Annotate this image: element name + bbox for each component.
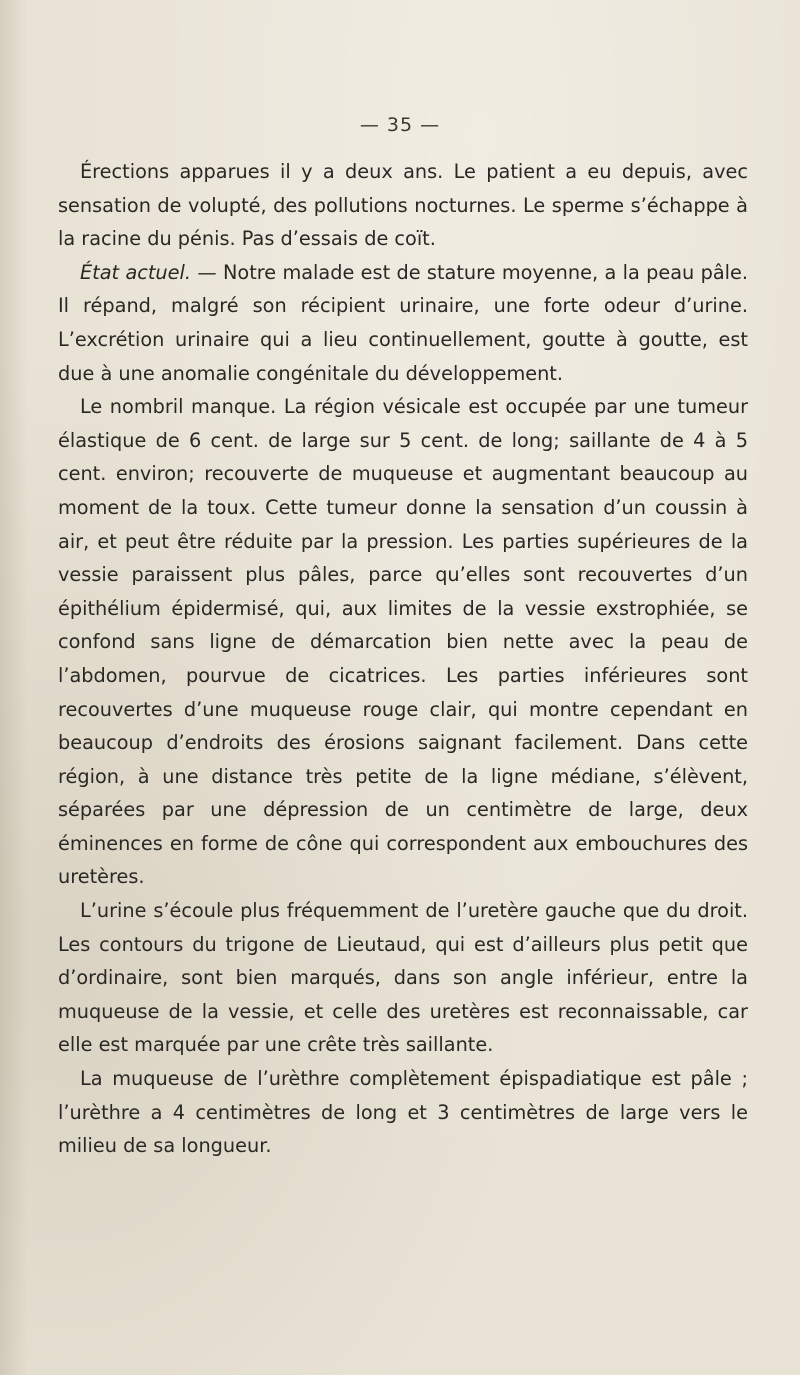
paragraph-4 [58,894,748,1062]
paragraph-2 [58,256,748,390]
paragraph-1 [58,155,748,256]
paragraph-5-text: La muqueuse de l’urèthre complètement épispadiatique est pâle ; l’urèthre a 4 centimètres de long et 3 centimètres de large vers le milieu de sa longueur. [58,1067,748,1158]
page-number: — 35 — [359,114,441,136]
paragraph-4-text: L’urine s’écoule plus fréquemment de l’uretère gauche que du droit. Les contours du trigone de Lieutaud, qui est d’ailleurs plus petit que d’ordinaire, sont bien marqués, dans son angle inférieur, entre la muqueuse de la vessie, et celle des uretères est reconnaissable, car elle est marquée par une crête très saillante. [58,899,748,1057]
paragraph-5 [58,1062,748,1163]
body-text [58,155,748,1163]
paragraph-1-text: Érections apparues il y a deux ans. Le patient a eu depuis, avec sensation de volupté, des pollutions nocturnes. Le sperme s’échappe à la racine du pénis. Pas d’essais de coït. [58,160,748,251]
paragraph-3-text: Le nombril manque. La région vésicale est occupée par une tumeur élastique de 6 cent. de large sur 5 cent. de long; saillante de 4 à 5 cent. environ; recouverte de muqueuse et augmentant beaucoup au moment de la toux. Cette tumeur donne la sensation d’un coussin à air, et peut être réduite par la pression. Les parties supérieures de la vessie paraissent plus pâles, parce qu’elles sont recouvertes d’un épithélium épidermisé, qui, aux limites de la vessie exstrophiée, se confond sans ligne de démarcation bien nette avec la peau de l’abdomen, pourvue de cicatrices. Les parties inférieures sont recouvertes d’une muqueuse rouge clair, qui montre cependant en beaucoup d’endroits des érosions saignant facilement. Dans cette région, à une distance très petite de la ligne médiane, s’élèvent, séparées par une dépression de un centimètre de large, deux éminences en forme de cône qui correspondent aux embouchures des uretères. [58,395,748,889]
page-shadow [0,0,28,1375]
paragraph-3 [58,390,748,894]
paragraph-2-text: — Notre malade est de stature moyenne, a la peau pâle. Il répand, malgré son récipient urinaire, une forte odeur d’urine. L’excrétion urinaire qui a lieu continuellement, goutte à goutte, est due à une anomalie congénitale du développement. [58,260,749,385]
section-heading-etat-actuel: État actuel. [80,260,192,284]
